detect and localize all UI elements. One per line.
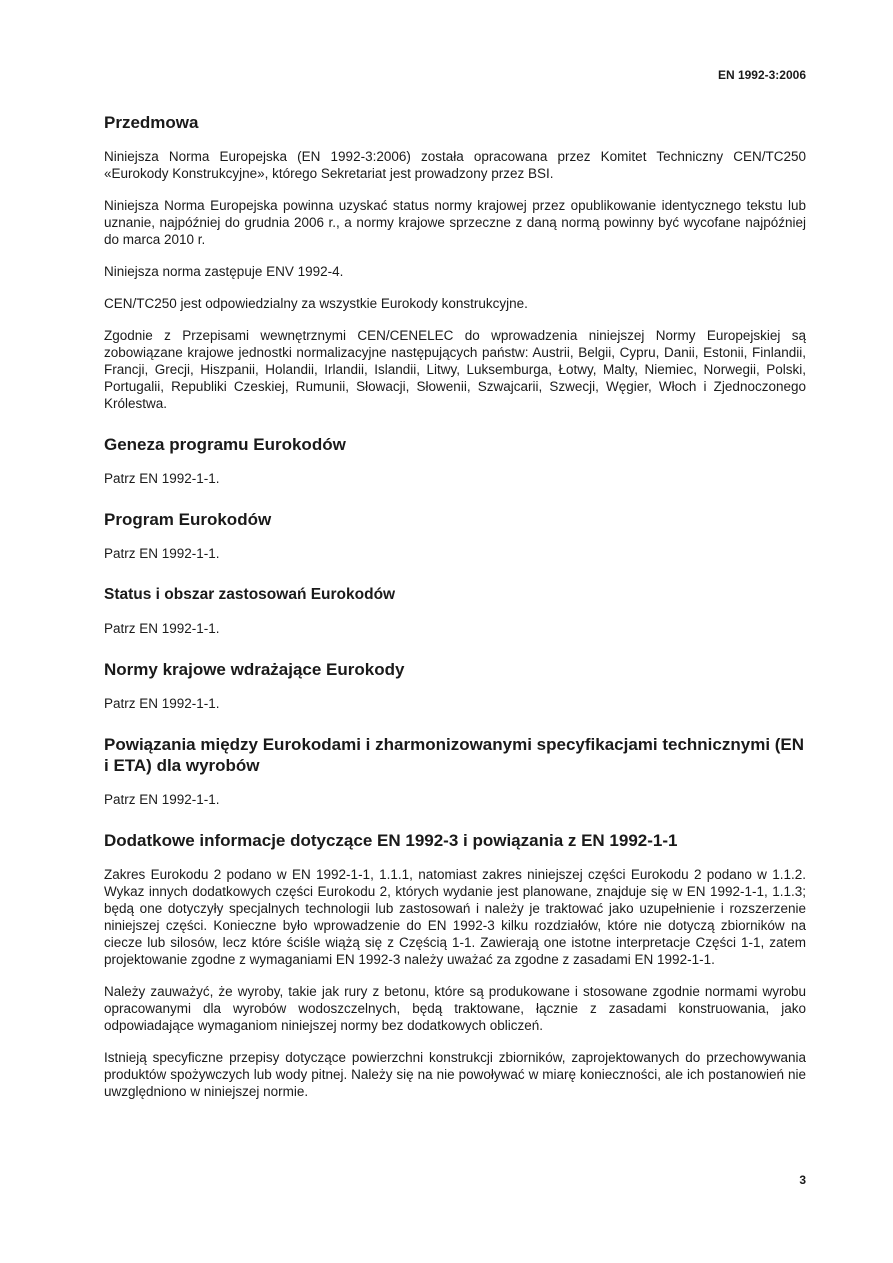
- paragraph: Zgodnie z Przepisami wewnętrznymi CEN/CENELEC do wprowadzenia niniejszej Normy Europejskiej są zobowiązane krajowe jednostki normalizacyjne następujących państw: Austrii, Belgii, Cypru, Danii, Estonii, Finlandii, Francji, Grecji, Hiszpanii, Holandii, Irlandii, Islandii, Litwy, Luksemburga, Łotwy, Malty, Niemiec, Norwegii, Polski, Portugalii, Republiki Czeskiej, Rumunii, Słowacji, Słowenii, Szwajcarii, Szwecji, Węgier, Włoch i Zjednoczonego Królestwa.: [104, 328, 806, 411]
- section-title-links: Powiązania między Eurokodami i zharmonizowanymi specyfikacjami technicznymi (EN i ETA) dla wyrobów: [104, 735, 805, 775]
- paragraph: CEN/TC250 jest odpowiedzialny za wszystkie Eurokody konstrukcyjne.: [104, 296, 528, 311]
- paragraph: Patrz EN 1992-1-1.: [104, 792, 220, 807]
- paragraph: Niniejsza norma zastępuje ENV 1992-4.: [104, 264, 344, 279]
- paragraph: Patrz EN 1992-1-1.: [104, 546, 220, 561]
- document-id: EN 1992-3:2006: [717, 68, 806, 82]
- section-title-genesis: Geneza programu Eurokodów: [104, 435, 346, 454]
- section-title-status: Status i obszar zastosowań Eurokodów: [104, 586, 396, 603]
- paragraph: Niniejsza Norma Europejska powinna uzyskać status normy krajowej przez opublikowanie identycznego tekstu lub uznanie, najpóźniej do grudnia 2006 r., a normy krajowe sprzeczne z daną normą powinny być wycofane najpóźniej do marca 2010 r.: [104, 198, 806, 247]
- section-title-program: Program Eurokodów: [104, 510, 272, 529]
- page-number: 3: [799, 1173, 806, 1187]
- section-title-additional: Dodatkowe informacje dotyczące EN 1992-3 i powiązania z EN 1992-1-1: [104, 831, 678, 850]
- paragraph: Patrz EN 1992-1-1.: [104, 471, 220, 486]
- section-title-national: Normy krajowe wdrażające Eurokody: [104, 660, 405, 679]
- paragraph: Zakres Eurokodu 2 podano w EN 1992-1-1, 1.1.1, natomiast zakres niniejszej części Eurokodu 2 podano w 1.1.2. Wykaz innych dodatkowych części Eurokodu 2, których wydanie jest planowane, znajduje się w EN 1992-1-1, 1.1.3; będą one dotyczyły specjalnych technologii lub zastosowań i należy je traktować jako uzupełnienie i rozszerzenie niniejszej części. Konieczne było wprowadzenie do EN 1992-3 kilku rozdziałów, które nie dotyczą zbiorników na ciecze lub silosów, lecz które ściśle wiążą się z Częścią 1-1. Zawierają one istotne interpretacje Części 1-1, zatem projektowanie zgodne z wymaganiami EN 1992-3 należy uważać za zgodne z zasadami EN 1992-1-1.: [104, 867, 806, 967]
- section-title-foreword: Przedmowa: [104, 113, 199, 132]
- paragraph: Patrz EN 1992-1-1.: [104, 696, 220, 711]
- paragraph: Istnieją specyficzne przepisy dotyczące powierzchni konstrukcji zbiorników, zaprojektowanych do przechowywania produktów spożywczych lub wody pitnej. Należy się na nie powoływać w miarę konieczności, ale ich postanowień nie uwzględniono w niniejszej normie.: [104, 1050, 806, 1099]
- page-content: [104, 112, 806, 1115]
- paragraph: Patrz EN 1992-1-1.: [104, 621, 220, 636]
- paragraph: Należy zauważyć, że wyroby, takie jak rury z betonu, które są produkowane i stosowane zgodnie normami wyrobu opracowanymi dla wyrobów wodoszczelnych, będą traktowane, łącznie z zasadami konstruowania, jako odpowiadające wymaganiom niniejszej normy bez dodatkowych obliczeń.: [104, 984, 806, 1033]
- paragraph: Niniejsza Norma Europejska (EN 1992-3:2006) została opracowana przez Komitet Techniczny CEN/TC250 «Eurokody Konstrukcyjne», którego Sekretariat jest prowadzony przez BSI.: [104, 149, 806, 181]
